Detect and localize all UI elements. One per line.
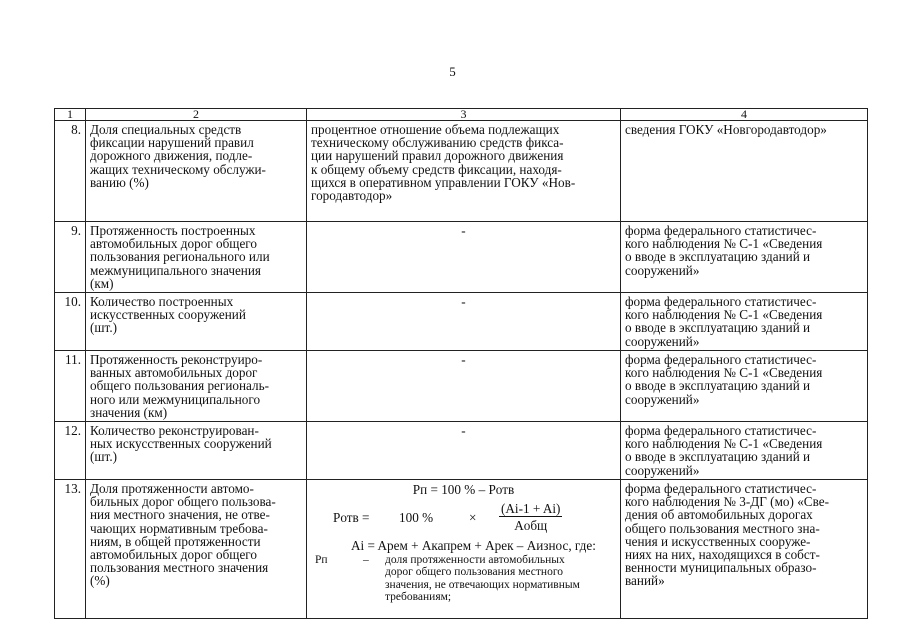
- formula-cell: [307, 480, 621, 619]
- definition-dash: –: [363, 553, 369, 566]
- formula-fraction: [499, 502, 562, 532]
- row-number: 10.: [55, 293, 86, 351]
- table-row: [55, 480, 868, 619]
- calculation-method: -: [461, 223, 466, 238]
- indicator-name: Доля специальных средств фиксации нарушений правил дорожного движения, подле- жащих техническому обслужи- ванию (%): [90, 122, 266, 190]
- header-cell: 1: [55, 109, 86, 121]
- table-row: [55, 121, 868, 222]
- table-row: [55, 222, 868, 293]
- indicator-name: Доля протяженности автомо- бильных дорог общего пользова- ния местного значения, не отве- чающих нормативным требова- ниям, в общей протяженности автомобильных дорог общего пользования местного значения (%): [90, 481, 276, 589]
- page-number: 5: [449, 64, 456, 79]
- header-cell: 3: [307, 109, 621, 121]
- data-source: форма федерального статистичес- кого наблюдения № С-1 «Сведения о вводе в эксплуатацию зданий и сооружений»: [625, 423, 823, 478]
- calculation-method: -: [461, 423, 466, 439]
- formula-times: ×: [469, 509, 477, 525]
- table-header-row: [55, 109, 868, 121]
- indicator-name: Протяженность построенных автомобильных дорог общего пользования регионального или межмуниципального значения (км): [90, 223, 270, 291]
- indicator-name: Протяженность реконструиро- ванных автомобильных дорог общего пользования региональ- ного или межмуниципального значения (км): [90, 352, 269, 420]
- header-cell: 2: [86, 109, 307, 121]
- table-row: [55, 422, 868, 480]
- formula-percent: 100 %: [399, 509, 434, 525]
- indicator-name: Количество построенных искусственных сооружений (шт.): [90, 294, 246, 336]
- calculation-method: процентное отношение объема подлежащих техническому обслуживанию средств фикса- ции нарушений правил дорожного движения к общему объему средств фиксации, находя- щихся в оперативном управлении ГОКУ «Нов- городавтодор»: [311, 122, 576, 204]
- formula-lhs: Pотв =: [333, 509, 370, 525]
- definition-symbol: Pп: [315, 553, 328, 566]
- formula-line-1: Pп = 100 % – Pотв: [412, 482, 515, 498]
- data-source: форма федерального статистичес- кого наблюдения № 3-ДГ (мо) «Све- дения об автомобильных дорогах общего пользования местного зна- чения и искусственных сооруже- ниях на них, находящихся в собст- венности муниципальных образо- ваний»: [625, 481, 829, 589]
- data-source: форма федерального статистичес- кого наблюдения № С-1 «Сведения о вводе в эксплуатацию зданий и сооружений»: [625, 352, 823, 407]
- formula-line-3: Ai = Aрем + Aкапрем + Aрек – Aизнос, где:: [351, 537, 596, 553]
- fraction-denominator: Aобщ: [514, 518, 548, 534]
- calculation-method: -: [461, 352, 466, 368]
- data-source: сведения ГОКУ «Новгородавтодор»: [625, 122, 827, 137]
- formula-definition: [315, 554, 616, 604]
- table-row: [55, 293, 868, 351]
- data-source: форма федерального статистичес- кого наблюдения № С-1 «Сведения о вводе в эксплуатацию зданий и сооружений»: [625, 294, 823, 349]
- row-number: 12.: [55, 422, 86, 480]
- indicator-name: Количество реконструирован- ных искусственных сооружений (шт.): [90, 423, 272, 465]
- table-row: [55, 351, 868, 422]
- formula-line-2: [333, 502, 616, 532]
- row-number: 13.: [55, 480, 86, 619]
- data-source: форма федерального статистичес- кого наблюдения № С-1 «Сведения о вводе в эксплуатацию зданий и сооружений»: [625, 223, 823, 278]
- fraction-numerator: (Ai-1 + Ai): [501, 501, 561, 517]
- row-number: 8.: [55, 121, 86, 222]
- indicator-table: [54, 108, 868, 619]
- row-number: 9.: [55, 222, 86, 293]
- row-number: 11.: [55, 351, 86, 422]
- definition-text: доля протяженности автомобильных дорог общего пользования местного значения, не отвечающих нормативным требованиям;: [385, 553, 580, 604]
- calculation-method: -: [461, 294, 466, 310]
- header-cell: 4: [621, 109, 868, 121]
